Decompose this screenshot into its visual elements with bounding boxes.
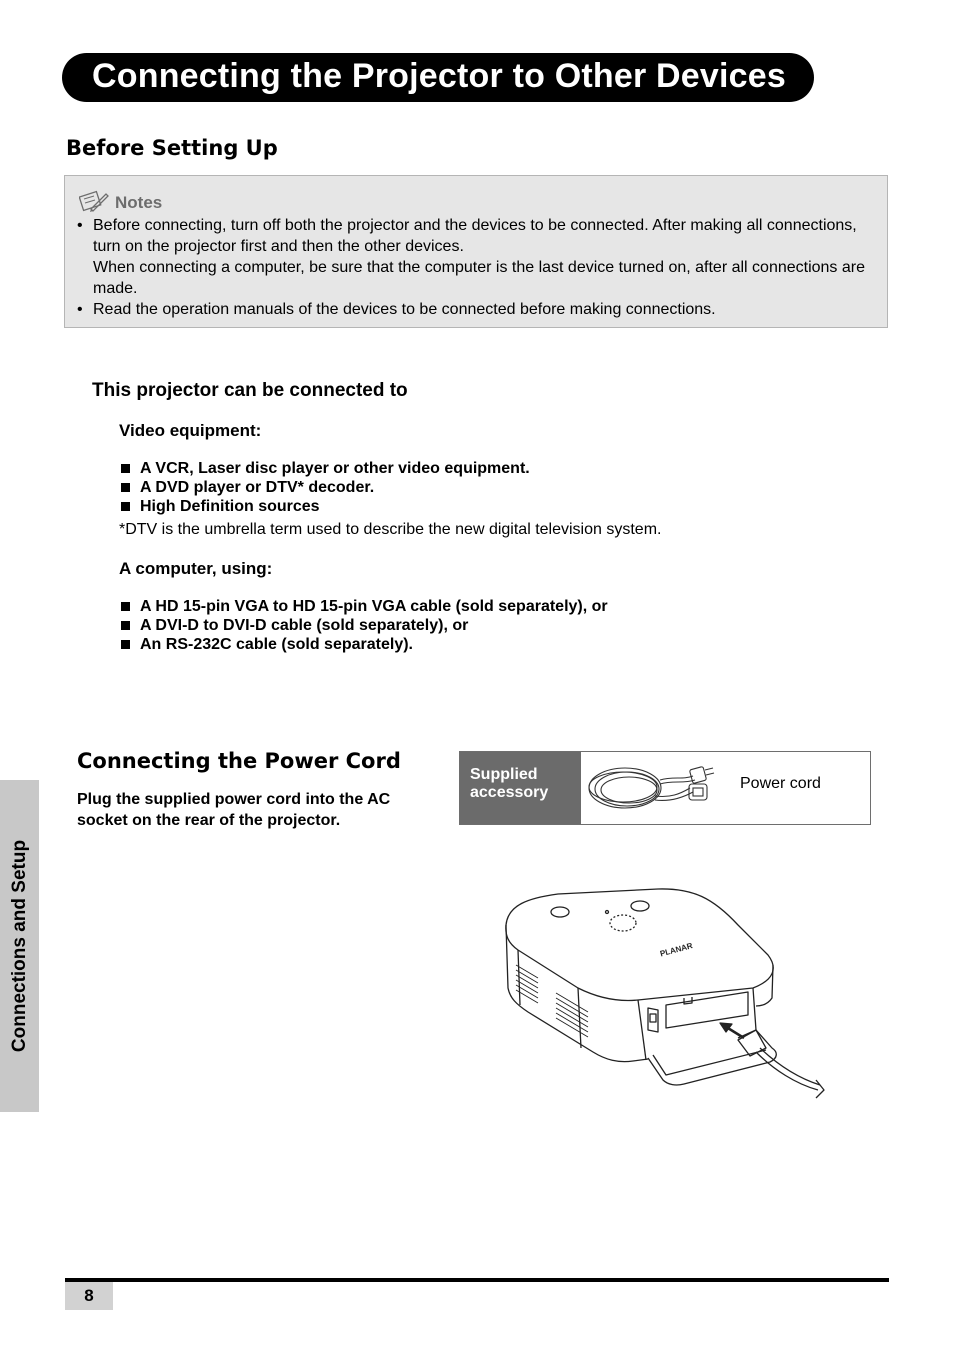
side-tab-label: Connections and Setup xyxy=(8,839,30,1053)
accessory-item-name: Power cord xyxy=(740,775,821,792)
list-item: An RS-232C cable (sold separately). xyxy=(119,635,608,654)
note-text: Before connecting, turn off both the projector and the devices to be connected. After making all connections, turn on the projector first and then the other devices. xyxy=(93,217,857,255)
note-item: • Before connecting, turn off both the projector and the devices to be connected. After making all connections, turn on the projector first and then the other devices. When connecting a computer, be sure that the computer is the last device turned on, after all connections are made. xyxy=(77,217,865,297)
page-title: Connecting the Projector to Other Devices xyxy=(92,57,786,95)
section-heading-before-setting-up: Before Setting Up xyxy=(66,136,278,160)
square-bullet-icon xyxy=(121,602,130,611)
note-text: Read the operation manuals of the devices to be connected before making connections. xyxy=(93,301,716,318)
square-bullet-icon xyxy=(121,464,130,473)
list-item: A VCR, Laser disc player or other video equipment. xyxy=(119,459,530,478)
connectable-heading: This projector can be connected to xyxy=(92,380,408,401)
computer-connection-list xyxy=(119,597,608,654)
supplied-accessory-table xyxy=(459,751,871,825)
video-equipment-heading: Video equipment: xyxy=(119,421,262,440)
list-item: A DVI-D to DVI-D cable (sold separately), or xyxy=(119,616,608,635)
supplied-accessory-label: Supplied accessory xyxy=(460,752,581,824)
square-bullet-icon xyxy=(121,640,130,649)
footer-rule xyxy=(65,1278,889,1282)
square-bullet-icon xyxy=(121,502,130,511)
list-item: A DVD player or DTV* decoder. xyxy=(119,478,530,497)
square-bullet-icon xyxy=(121,483,130,492)
section-heading-power-cord: Connecting the Power Cord xyxy=(77,749,401,773)
power-cord-icon xyxy=(585,758,730,823)
video-equipment-list xyxy=(119,459,530,516)
notes-header xyxy=(79,192,162,214)
title-bar xyxy=(62,53,814,102)
side-section-tab xyxy=(0,780,39,1112)
computer-heading: A computer, using: xyxy=(119,559,273,578)
power-cord-instruction: Plug the supplied power cord into the AC socket on the rear of the projector. xyxy=(77,791,391,829)
notes-label: Notes xyxy=(115,193,163,212)
dtv-footnote: *DTV is the umbrella term used to describe the new digital television system. xyxy=(119,521,662,538)
projector-illustration xyxy=(498,880,838,1110)
page-number: 8 xyxy=(65,1282,113,1310)
note-item: • Read the operation manuals of the devices to be connected before making connections. xyxy=(77,299,867,320)
list-item: High Definition sources xyxy=(119,497,530,516)
notes-list xyxy=(77,215,867,320)
notes-box xyxy=(64,175,888,328)
list-item: A HD 15-pin VGA to HD 15-pin VGA cable (sold separately), or xyxy=(119,597,608,616)
square-bullet-icon xyxy=(121,621,130,630)
note-text: When connecting a computer, be sure that the computer is the last device turned on, after all connections are made. xyxy=(93,259,865,297)
pencil-notes-icon xyxy=(79,190,109,217)
projector-brand-text: PLANAR xyxy=(659,941,694,959)
